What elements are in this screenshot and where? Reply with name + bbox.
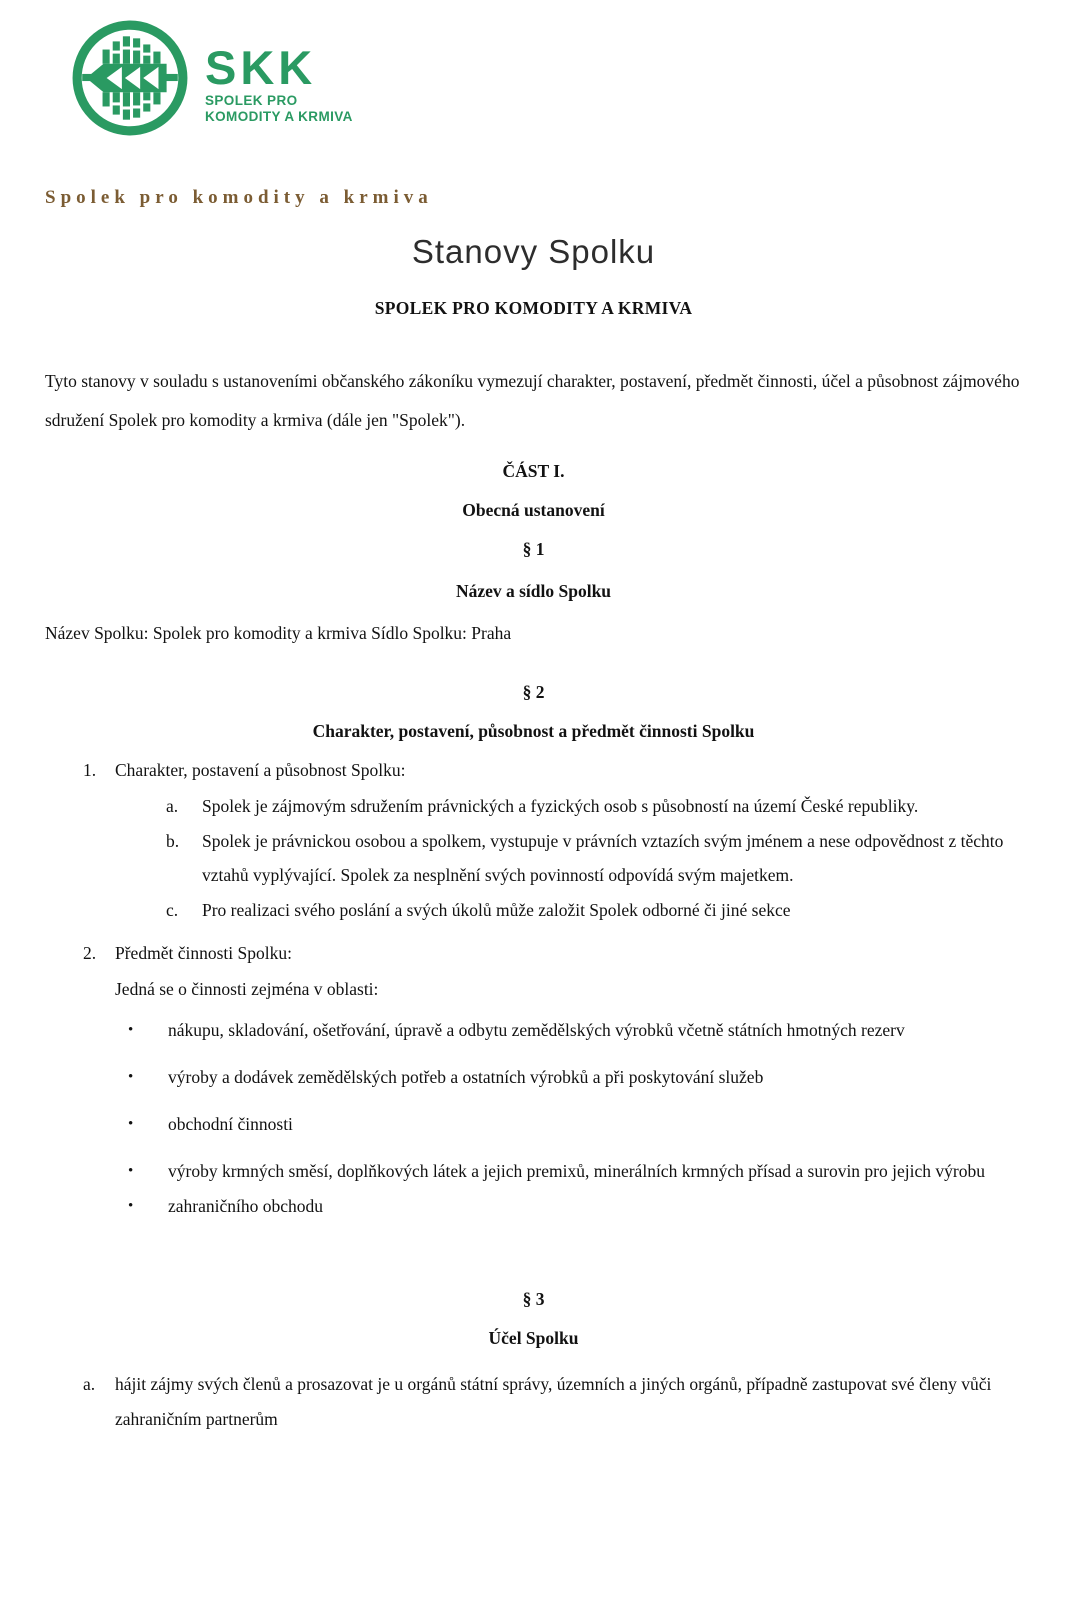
bullet-item — [45, 1154, 1022, 1189]
list-marker: 1. — [83, 760, 97, 780]
bullet-item — [45, 1189, 1022, 1224]
list-item — [45, 789, 1022, 823]
list-intro — [45, 972, 1022, 1007]
section-2-title: Charakter, postavení, působnost a předmět činnosti Spolku — [312, 721, 755, 741]
list-item — [45, 753, 1022, 788]
bullet-text: nákupu, skladování, ošetřování, úpravě a odbytu zemědělských výrobků včetně státních hmotných rezerv — [168, 1020, 905, 1040]
bullet-item — [45, 1060, 1022, 1095]
org-name-line: Spolek pro komodity a krmiva — [45, 187, 433, 208]
part-1-subheading: Obecná ustanovení — [462, 500, 605, 520]
list-item — [45, 824, 1022, 892]
bullet-item — [45, 1107, 1022, 1142]
list-item — [45, 1367, 1022, 1437]
section-1-number: § 1 — [522, 539, 545, 559]
bullet-icon: • — [128, 1198, 134, 1214]
list-marker: a. — [166, 796, 179, 816]
bullet-item — [45, 1013, 1022, 1048]
list-item-text: hájit zájmy svých členů a prosazovat je u orgánů státní správy, územních a jiných orgánů, případně zastupovat své členy vůči zahraničním partnerům — [115, 1374, 992, 1429]
bullet-text: obchodní činnosti — [168, 1114, 293, 1134]
bullet-icon: • — [128, 1022, 134, 1038]
logo-subline-1: SPOLEK PRO — [205, 92, 298, 108]
list-marker: 2. — [83, 943, 97, 963]
logo — [69, 16, 1022, 140]
list-item-text: Charakter, postavení a působnost Spolku: — [115, 760, 406, 780]
part-1-heading: ČÁST I. — [502, 461, 565, 481]
bullet-icon: • — [128, 1163, 134, 1179]
list-intro-text: Jedná se o činnosti zejména v oblasti: — [115, 979, 379, 999]
bullet-text: výroby krmných směsí, doplňkových látek a jejich premixů, minerálních krmných přísad a surovin pro jejich výrobu — [168, 1161, 985, 1181]
list-item — [45, 936, 1022, 971]
list-marker: b. — [166, 831, 180, 851]
logo-subline-2: KOMODITY A KRMIVA — [205, 108, 353, 124]
section-2-number: § 2 — [522, 682, 545, 702]
document-title: Stanovy Spolku — [411, 233, 656, 270]
list-item-text: Pro realizaci svého poslání a svých úkolů může založit Spolek odborné či jiné sekce — [202, 900, 791, 920]
document-subtitle: SPOLEK PRO KOMODITY A KRMIVA — [374, 298, 693, 318]
list-item-text: Spolek je právnickou osobou a spolkem, vystupuje v právních vztazích svým jménem a nese odpovědnost z těchto vztahů vyplývající. Spolek za nesplnění svých povinností odpovídá svým majetkem. — [202, 831, 1004, 885]
bullet-text: zahraničního obchodu — [168, 1196, 324, 1216]
section-1-title: Název a sídlo Spolku — [455, 581, 612, 601]
logo-text — [205, 40, 353, 125]
list-item-text: Spolek je zájmovým sdružením právnických a fyzických osob s působností na území České republiky. — [202, 796, 919, 816]
bullet-text: výroby a dodávek zemědělských potřeb a ostatních výrobků a při poskytování služeb — [168, 1067, 764, 1087]
section-3-title: Účel Spolku — [488, 1328, 579, 1348]
intro-paragraph: Tyto stanovy v souladu s ustanoveními občanského zákoníku vymezují charakter, postavení, předmět činnosti, účel a působnost zájmového sdružení Spolek pro komodity a krmiva (dále jen "Spolek"). — [45, 371, 1020, 430]
logo-acronym: SKK — [205, 40, 317, 94]
list-item-text: Předmět činnosti Spolku: — [115, 943, 292, 963]
bullet-icon: • — [128, 1116, 134, 1132]
bullet-list — [45, 1013, 1022, 1224]
list-item — [45, 893, 1022, 927]
section-1-body: Název Spolku: Spolek pro komodity a krmiva Sídlo Spolku: Praha — [45, 623, 512, 643]
list-marker: a. — [83, 1374, 96, 1394]
section-3-number: § 3 — [522, 1289, 545, 1309]
list-marker: c. — [166, 900, 179, 920]
bullet-icon: • — [128, 1069, 134, 1085]
skk-emblem-icon — [69, 17, 191, 139]
